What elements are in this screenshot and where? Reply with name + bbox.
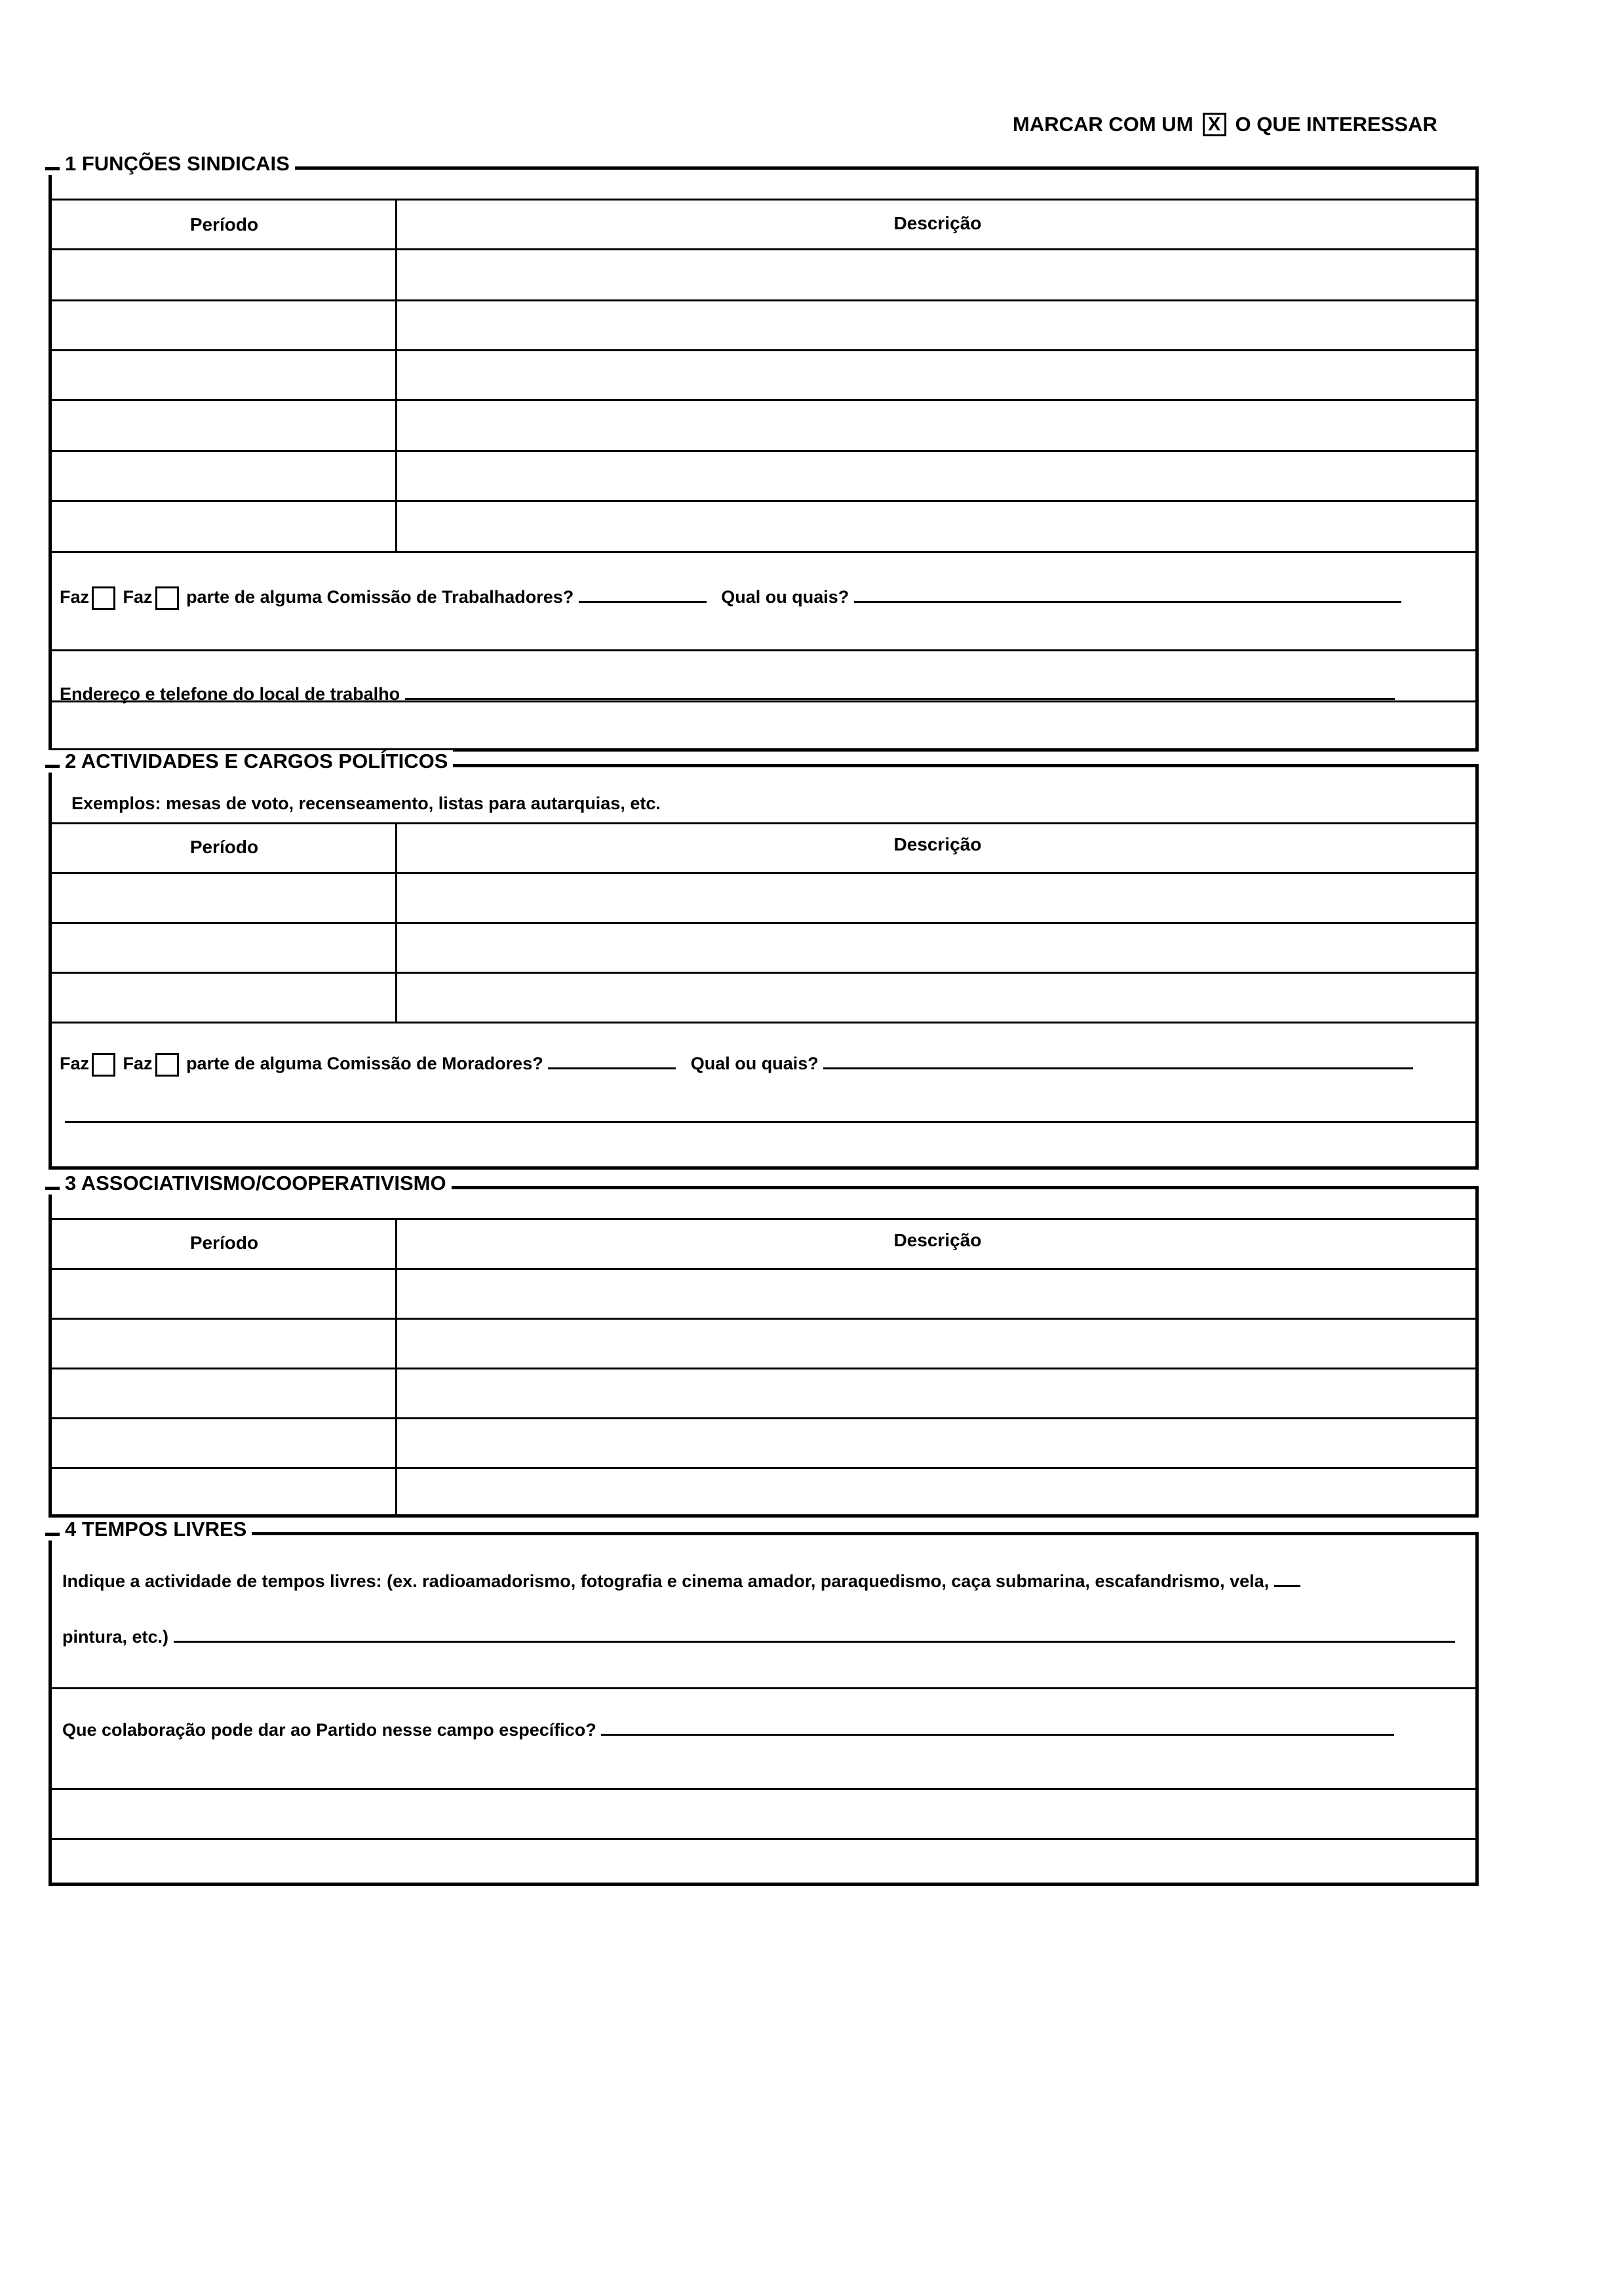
example-checkbox	[1203, 113, 1226, 136]
mark-instruction	[1013, 113, 1437, 136]
column-header-periodo: Período	[189, 1233, 259, 1253]
column-header-periodo: Período	[189, 837, 259, 857]
section-title: 2 ACTIVIDADES E CARGOS POLÍTICOS	[45, 750, 453, 773]
section-title: 1 FUNÇÕES SINDICAIS	[45, 153, 295, 175]
tempos-livres-instruction: Indique a actividade de tempos livres: (ex. radioamadorismo, fotografia e cinema amador, paraquedismo, caça submarina, escafandrismo, vela,	[62, 1571, 1300, 1592]
section-funcoes-sindicais	[49, 152, 1479, 752]
section-associativismo	[49, 1172, 1479, 1518]
endereco-label: Endereço e telefone do local de trabalho	[60, 684, 1395, 704]
faz-checkbox-no[interactable]	[155, 1053, 179, 1077]
tempos-livres-instruction-cont: pintura, etc.)	[62, 1627, 1455, 1647]
colaboracao-question: Que colaboração pode dar ao Partido nesse campo específico?	[62, 1720, 1394, 1740]
exemplos-text: Exemplos: mesas de voto, recenseamento, listas para autarquias, etc.	[71, 794, 661, 813]
mark-instruction-prefix: MARCAR COM UM	[1013, 113, 1194, 136]
section-tempos-livres	[49, 1518, 1479, 1886]
column-header-periodo: Período	[189, 214, 259, 235]
faz-checkbox-yes[interactable]	[92, 1053, 115, 1077]
section-title: 3 ASSOCIATIVISMO/COOPERATIVISMO	[45, 1172, 452, 1195]
x-mark: X	[1207, 114, 1221, 135]
comissao-trabalhadores-question: Faz Faz parte de alguma Comissão de Trabalhadores? Qual ou quais?	[60, 586, 1401, 610]
section-actividades-politicos	[49, 750, 1479, 1170]
column-header-descricao: Descrição	[893, 1230, 982, 1250]
mark-instruction-suffix: O QUE INTERESSAR	[1235, 113, 1437, 136]
column-header-descricao: Descrição	[893, 834, 982, 854]
comissao-moradores-question: Faz Faz parte de alguma Comissão de Moradores? Qual ou quais?	[60, 1053, 1413, 1077]
column-header-descricao: Descrição	[893, 213, 982, 233]
faz-checkbox-no[interactable]	[155, 586, 179, 610]
section-title: 4 TEMPOS LIVRES	[45, 1518, 252, 1540]
faz-checkbox-yes[interactable]	[92, 586, 115, 610]
